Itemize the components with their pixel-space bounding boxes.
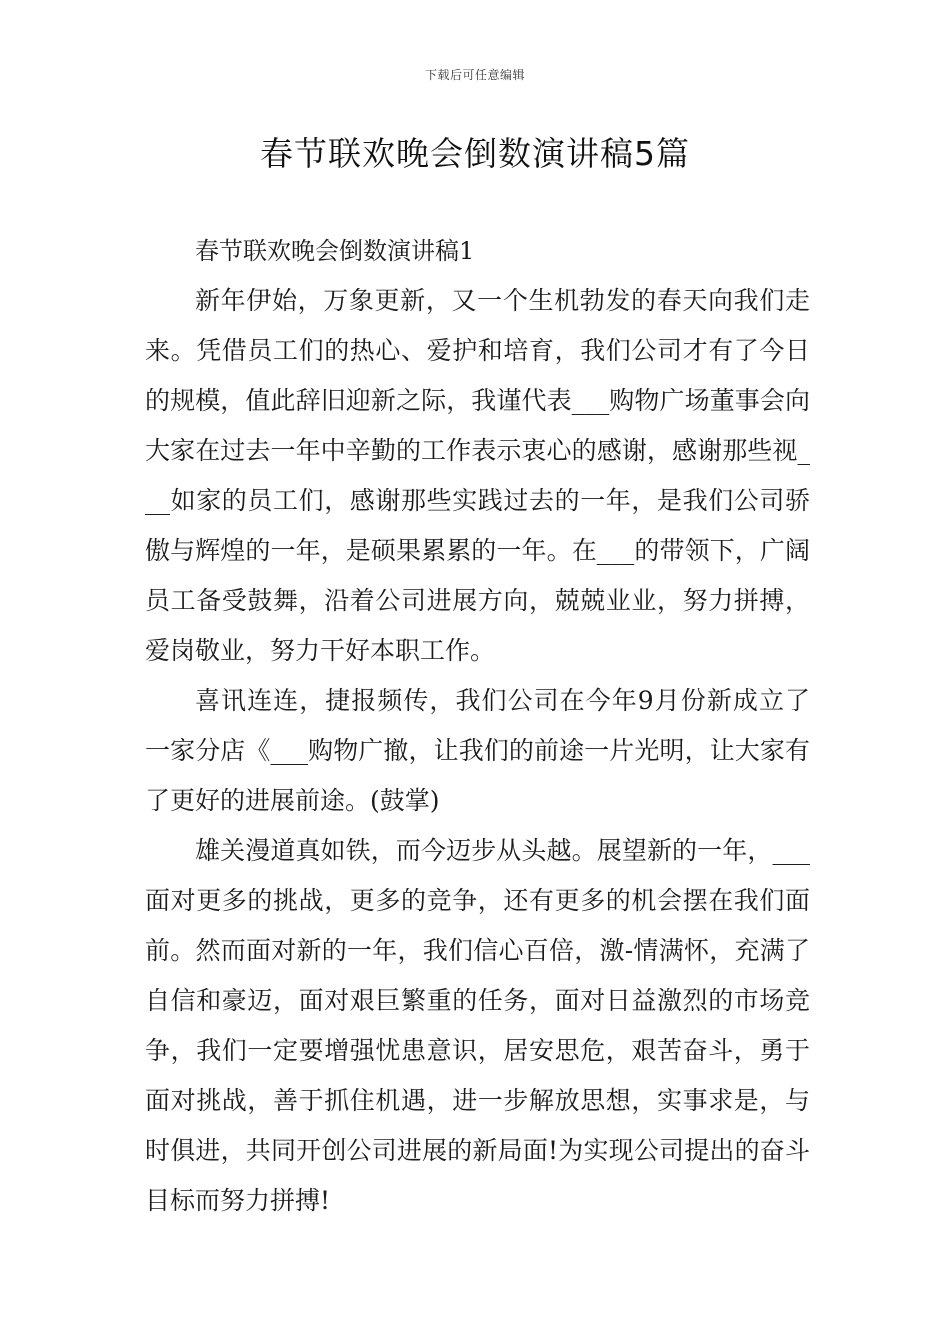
header-note: 下载后可任意编辑 — [424, 68, 525, 82]
document-body — [145, 226, 810, 1226]
section-subtitle: 春节联欢晚会倒数演讲稿1 — [195, 237, 475, 265]
paragraph-3: 雄关漫道真如铁，而今迈步从头越。展望新的一年，___面对更多的挑战，更多的竞争，还有更多的机会摆在我们面前。然而面对新的一年，我们信心百倍，激-情满怀，充满了自信和豪迈，面对艰巨繁重的任务，面对日益激烈的市场竞争，我们一定要增强忧患意识，居安思危，艰苦奋斗，勇于面对挑战，善于抓住机遇，进一步解放思想，实事求是，与时俱进，共同开创公司进展的新局面!为实现公司提出的奋斗目标而努力拼搏! — [145, 836, 810, 1215]
paragraph-2: 喜讯连连，捷报频传，我们公司在今年9月份新成立了一家分店《___购物广撤，让我们的前途一片光明，让大家有了更好的进展前途。(鼓掌) — [145, 686, 810, 815]
document-title: 春节联欢晚会倒数演讲稿5篇 — [260, 134, 690, 173]
paragraph-1: 新年伊始，万象更新，又一个生机勃发的春天向我们走来。凭借员工们的热心、爱护和培育，我们公司才有了今日的规模，值此辞旧迎新之际，我谨代表___购物广场董事会向大家在过去一年中辛勤的工作表示衷心的感谢，感谢那些视___如家的员工们，感谢那些实践过去的一年，是我们公司骄傲与辉煌的一年，是硕果累累的一年。在___的带领下，广阔员工备受鼓舞，沿着公司进展方向，兢兢业业，努力拼搏，爱岗敬业，努力干好本职工作。 — [145, 286, 810, 665]
